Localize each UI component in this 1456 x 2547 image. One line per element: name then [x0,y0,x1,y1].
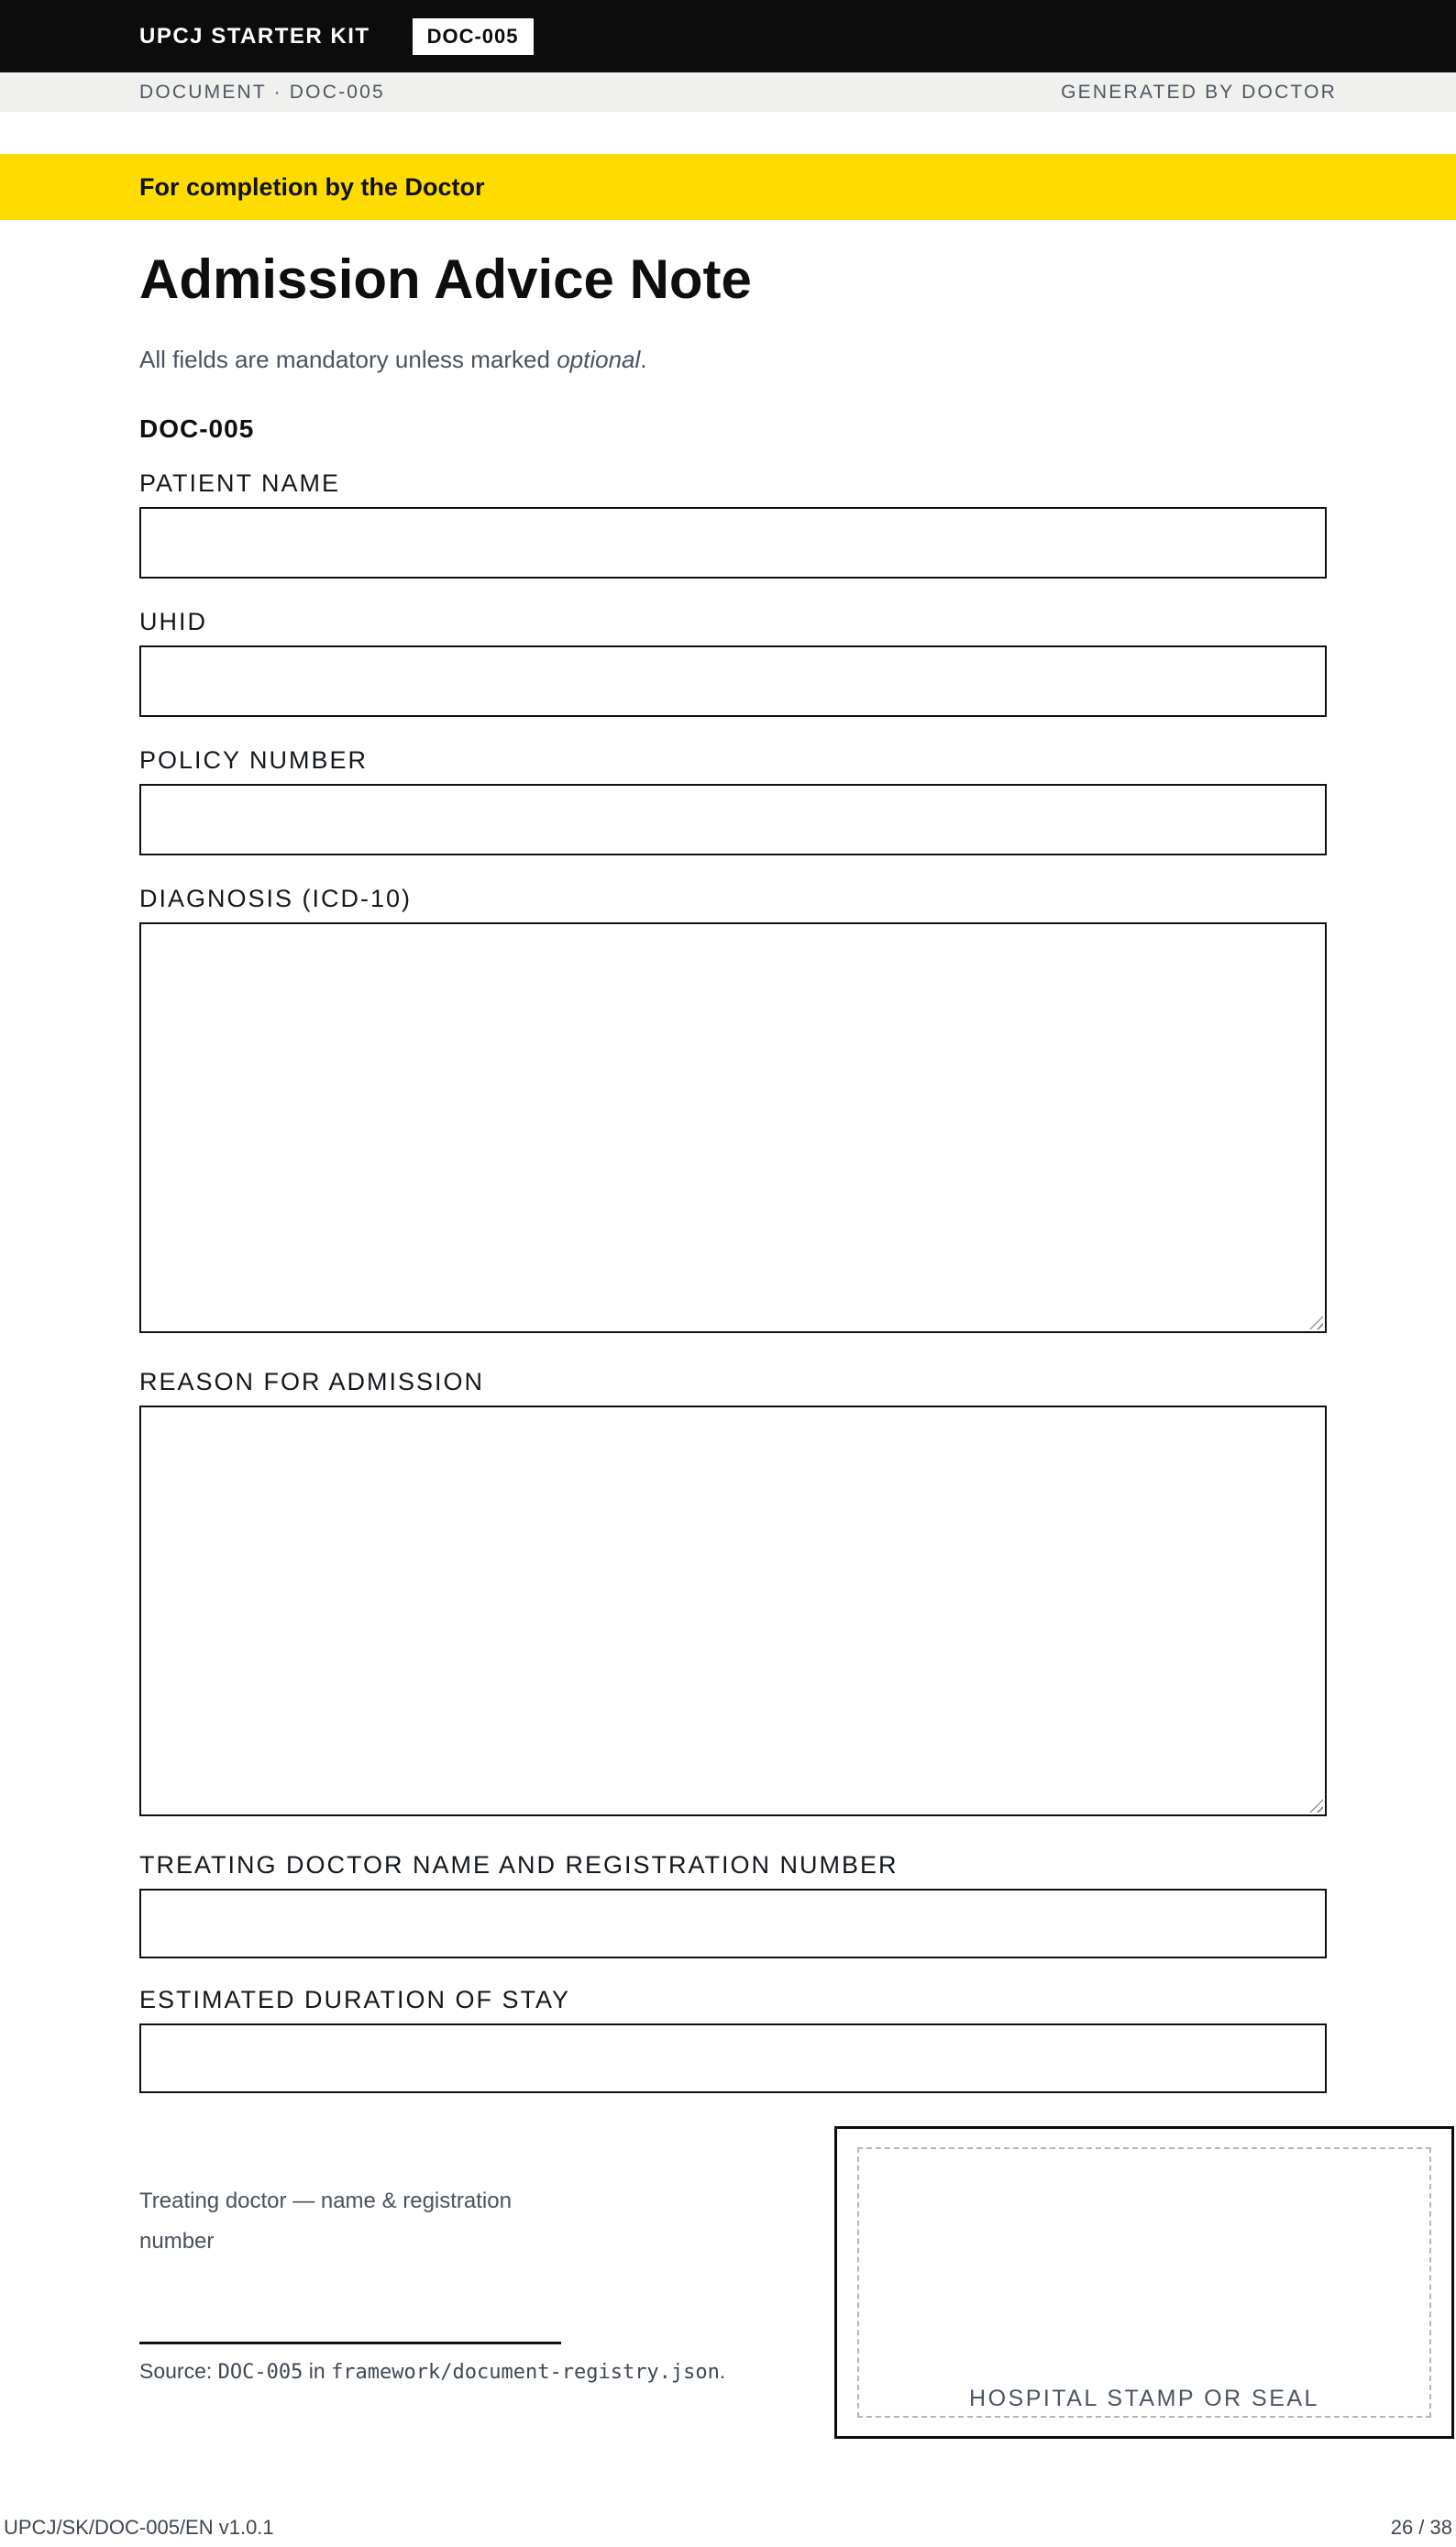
patient-name-label: PATIENT NAME [139,469,341,497]
mandatory-note-optional: optional [557,346,641,373]
signature-label: Treating doctor — name & registration number [139,2189,512,2255]
field-group-uhid [139,608,1327,717]
header-bar [0,0,1456,72]
reason-label: REASON FOR ADMISSION [139,1368,485,1395]
field-group-treating-doctor [139,1851,1327,1958]
mandatory-note-text: All fields are mandatory unless marked [139,346,557,373]
subheader-generated-by: GENERATED BY DOCTOR [1061,81,1337,103]
policy-number-label: POLICY NUMBER [139,746,369,774]
footer-page-number: 26 / 38 [1390,2516,1452,2539]
field-group-duration [139,1986,1327,2093]
reason-textarea-wrap [139,1406,1327,1816]
subheader-document-label: DOCUMENT · DOC-005 [139,81,385,103]
subheader-bar [0,72,1456,112]
uhid-input[interactable] [139,645,1327,717]
source-prefix: Source: [139,2358,218,2383]
diagnosis-label: DIAGNOSIS (ICD-10) [139,885,413,912]
treating-doctor-input[interactable] [139,1889,1327,1958]
field-group-patient-name [139,469,1327,579]
reason-textarea[interactable] [139,1406,1327,1816]
source-registry-path: framework/document-registry.json [331,2360,720,2384]
stamp-box [834,2126,1454,2439]
duration-label: ESTIMATED DURATION OF STAY [139,1986,571,2013]
signature-block [139,2181,726,2384]
patient-name-input[interactable] [139,507,1327,579]
diagnosis-textarea[interactable] [139,922,1327,1333]
stamp-dashed-area [857,2147,1431,2418]
section-heading: DOC-005 [139,414,255,443]
completion-banner-text: For completion by the Doctor [139,172,485,201]
signoff-section [0,2126,1456,2440]
field-group-policy-number [139,746,1327,855]
brand-title: UPCJ STARTER KIT [139,23,370,49]
footer [4,2516,1452,2540]
uhid-label: UHID [139,608,207,635]
duration-input[interactable] [139,2023,1327,2093]
completion-banner [0,154,1456,220]
field-group-reason [139,1368,1327,1816]
form-content [0,248,1456,2093]
stamp-label: HOSPITAL STAMP OR SEAL [969,2386,1319,2411]
footer-doc-version: UPCJ/SK/DOC-005/EN v1.0.1 [4,2516,274,2539]
policy-number-input[interactable] [139,784,1327,855]
mandatory-note-period: . [640,346,647,373]
source-note [139,2358,726,2384]
source-suffix: . [719,2358,726,2383]
source-doc-code: DOC-005 [217,2360,303,2384]
page-title: Admission Advice Note [139,248,752,310]
mandatory-note [139,346,1327,374]
field-group-diagnosis [139,885,1327,1333]
diagnosis-textarea-wrap [139,922,1327,1333]
treating-doctor-label: TREATING DOCTOR NAME AND REGISTRATION NUMBER [139,1851,899,1879]
signature-line [139,2342,561,2344]
source-mid: in [303,2358,332,2383]
doc-code-badge: DOC-005 [413,18,534,55]
